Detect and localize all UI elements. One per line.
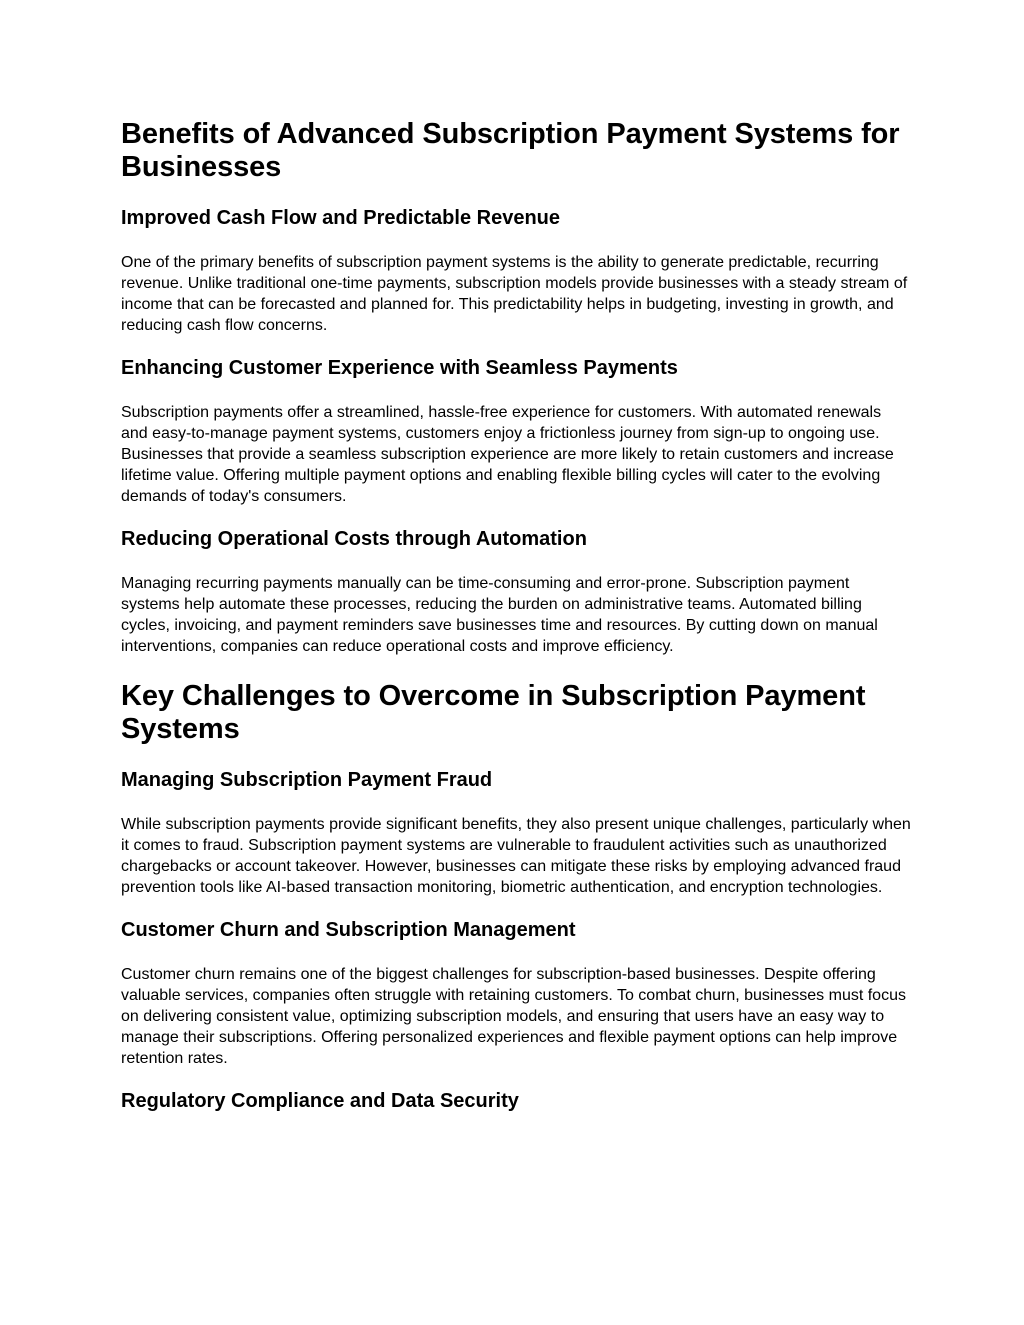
paragraph: While subscription payments provide significant benefits, they also present unique challenges, particularly when it comes to fraud. Subscription payment systems are vulnerable to fraudulent activities such as unauthorized chargebacks or account takeover. However, businesses can mitigate these risks by employing advanced fraud prevention tools like AI-based transaction monitoring, biometric authentication, and encryption technologies. [121,816,911,896]
paragraph: Managing recurring payments manually can be time-consuming and error-prone. Subscription payment systems help automate these processes, reducing the burden on administrative teams. Automated billing cycles, invoicing, and payment reminders save businesses time and resources. By cutting down on manual interventions, companies can reduce operational costs and improve efficiency. [121,575,878,655]
paragraph: Subscription payments offer a streamlined, hassle-free experience for customers. With automated renewals and easy-to-manage payment systems, customers enjoy a frictionless journey from sign-up to ongoing use. Businesses that provide a seamless subscription experience are more likely to retain customers and increase lifetime value. Offering multiple payment options and enabling flexible billing cycles will cater to the evolving demands of today's consumers. [121,404,894,505]
subsection-heading: Managing Subscription Payment Fraud [121,769,493,791]
section-title: Key Challenges to Overcome in Subscription Payment Systems [121,680,866,745]
paragraph: One of the primary benefits of subscription payment systems is the ability to generate predictable, recurring revenue. Unlike traditional one-time payments, subscription models provide businesses with a steady stream of income that can be forecasted and planned for. This predictability helps in budgeting, investing in growth, and reducing cash flow concerns. [121,254,908,334]
subsection-heading: Reducing Operational Costs through Automation [121,528,587,550]
subsection-heading: Enhancing Customer Experience with Seamless Payments [121,357,678,379]
document-page [121,118,911,1113]
subsection-heading: Regulatory Compliance and Data Security [121,1090,519,1112]
subsection-heading: Improved Cash Flow and Predictable Revenue [121,207,561,229]
section-title: Benefits of Advanced Subscription Payment Systems for Businesses [121,118,900,183]
subsection-heading: Customer Churn and Subscription Management [121,919,576,941]
paragraph: Customer churn remains one of the biggest challenges for subscription-based businesses. Despite offering valuable services, companies often struggle with retaining customers. To combat churn, businesses must focus on delivering consistent value, optimizing subscription models, and ensuring that users have an easy way to manage their subscriptions. Offering personalized experiences and flexible payment options can help improve retention rates. [121,966,906,1067]
